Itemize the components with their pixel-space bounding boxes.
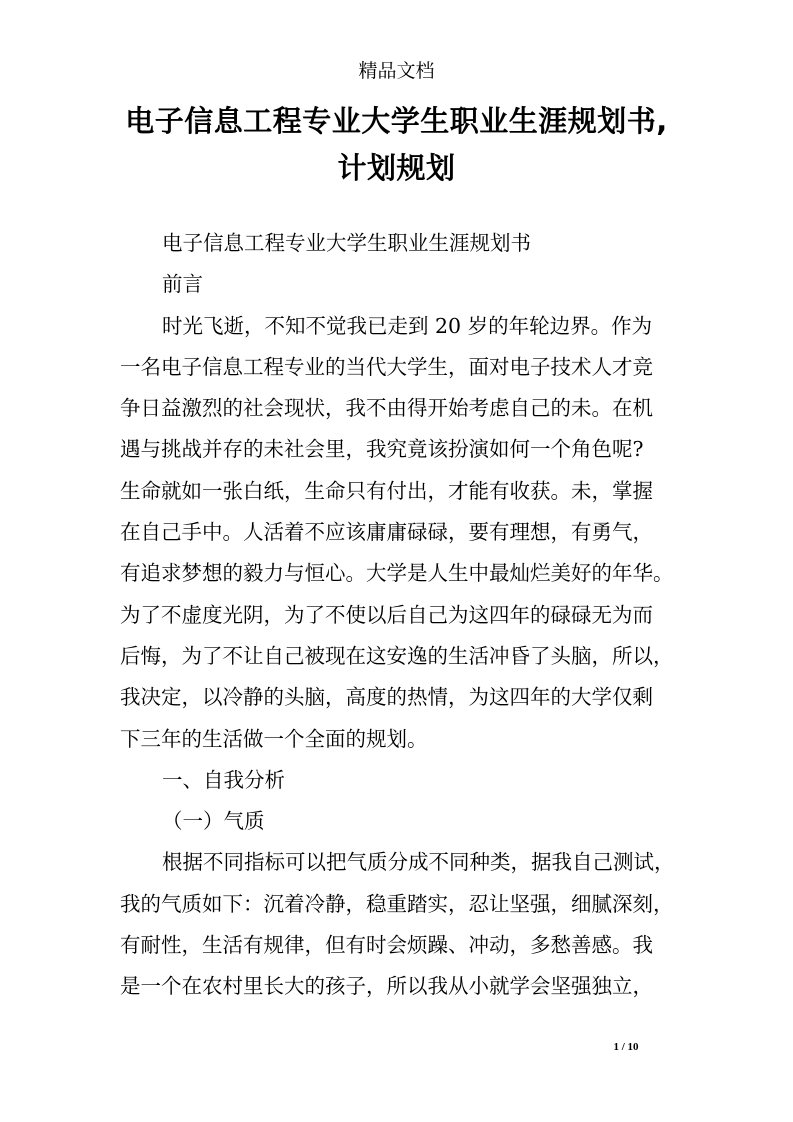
body-line: 在自己手中。人活着不应该庸庸碌碌，要有理想，有勇气， [120, 520, 653, 545]
page-header: 精品文档 [358, 60, 435, 82]
body-line: 是一个在农村里长大的孩子，所以我从小就学会坚强独立， [120, 974, 653, 999]
section-heading: 一、自我分析 [162, 767, 285, 792]
body-line: 后悔，为了不让自己被现在这安逸的生活冲昏了头脑，所以， [120, 643, 674, 668]
subtitle: 电子信息工程专业大学生职业生涯规划书 [162, 231, 531, 255]
body-line: 争日益激烈的社会现状，我不由得开始考虑自己的未。在机 [120, 396, 653, 421]
body-line: 生命就如一张白纸，生命只有付出，才能有收获。未，掌握 [120, 478, 653, 503]
body-line: 为了不虚度光阴，为了不使以后自己为这四年的碌碌无为而 [120, 602, 653, 627]
document-body [120, 223, 678, 1008]
title-line-2: 计划规划 [337, 151, 456, 185]
page-number: 1 / 10 [613, 1041, 639, 1053]
body-line: 有追求梦想的毅力与恒心。大学是人生中最灿烂美好的年华。 [120, 561, 674, 586]
body-line: 我的气质如下：沉着冷静，稳重踏实，忍让坚强，细腻深刻， [120, 891, 674, 916]
body-line: 遇与挑战并存的未社会里，我究竟该扮演如何一个角色呢? [120, 437, 644, 462]
body-line: 一名电子信息工程专业的当代大学生，面对电子技术人才竞 [120, 354, 653, 379]
body-line: 我决定，以冷静的头脑，高度的热情，为这四年的大学仅剩 [120, 685, 653, 710]
subsection-heading: （一）气质 [162, 809, 265, 834]
document-title [110, 98, 683, 192]
body-line: 有耐性，生活有规律，但有时会烦躁、冲动，多愁善感。我 [120, 933, 653, 958]
preface-heading: 前言 [162, 272, 203, 297]
title-line-1: 电子信息工程专业大学生职业生涯规划书, [125, 104, 668, 138]
body-line: 根据不同指标可以把气质分成不同种类，据我自己测试， [162, 850, 675, 875]
body-line: 下三年的生活做一个全面的规划。 [120, 726, 428, 751]
body-line: 时光飞逝，不知不觉我已走到 20 岁的年轮边界。作为 [162, 313, 653, 338]
